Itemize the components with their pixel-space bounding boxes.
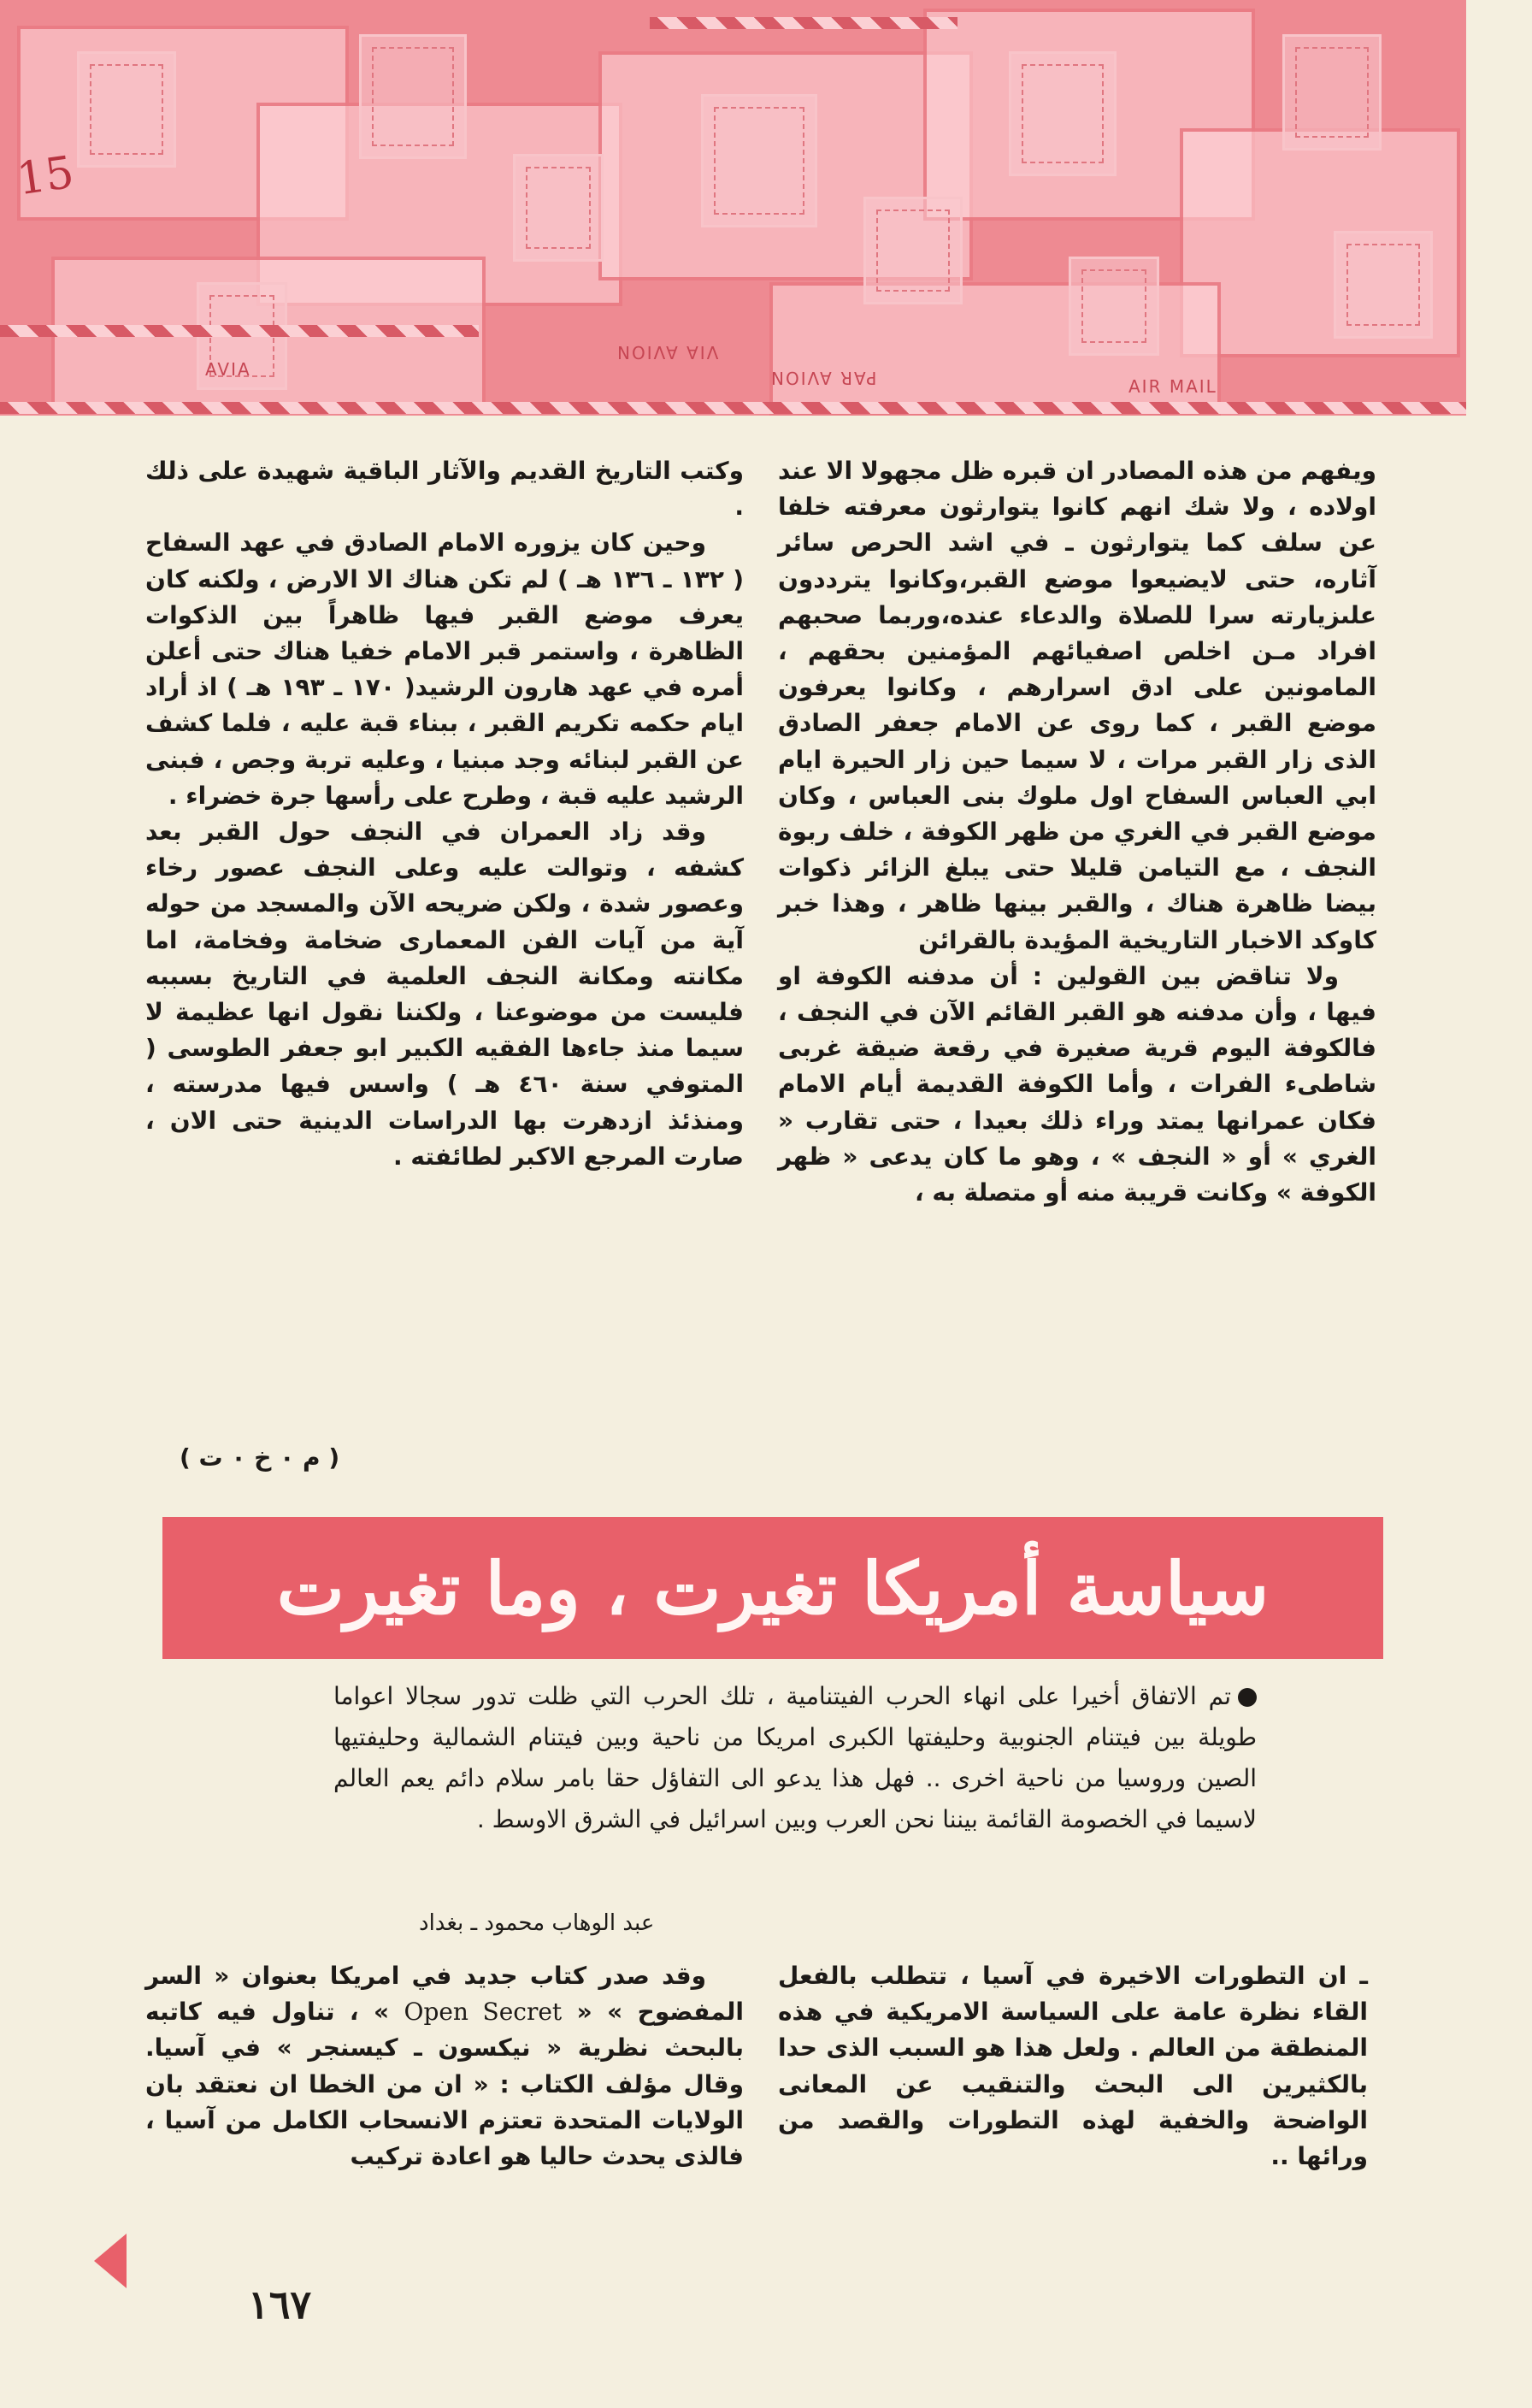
letter-author: عبد الوهاب محمود ـ بغداد — [419, 1910, 655, 1936]
paragraph: وكتب التاريخ القديم والآثار الباقية شهيدة على ذلك . — [145, 457, 744, 522]
text-run: وقد صدر كتاب جديد في امريكا بعنوان « السر المفضوح » « — [145, 1962, 744, 2027]
paragraph: وحين كان يزوره الامام الصادق في عهد السفاح ( ١٣٢ ـ ١٣٦ هـ ) لم تكن هناك الا الارض ، ولكنه كان يعرف موضع القبر فيها ظاهراً بين الذكوات الظاهرة ، واستمر قبر الامام خفيا هناك حتى أعلن أمره في عهد هارون الرشيد( ١٧٠ ـ ١٩٣ هـ ) اذ أراد ايام حكمه تكريم القبر ، ببناء قبة عليه ، فلما كشف عن القبر لبنائه وجد مبنيا ، وعليه تربة وجص ، فبنى الرشيد عليه قبة ، وطرح على رأسها جرة خضراء . — [145, 528, 744, 810]
text-run: » ، تناول فيه كاتبه بالبحث نظرية « نيكسون ـ كيسنجر » في آسيا. وقال مؤلف الكتاب : « ان من الخطا ان نعتقد بان الولايات المتحدة تعتزم الانسحاب الكامل من آسيا ، فالذى يحدث حاليا هو اعادة تركيب — [145, 1998, 744, 2171]
paragraph: ولا تناقض بين القولين : أن مدفنه الكوفة او فيها ، وأن مدفنه هو القبر القائم الآن في النجف ، فالكوفة اليوم قرية صغيرة في رقعة ضيقة غربى شاطىء الفرات ، وأما الكوفة القديمة أيام الامام فكان عمرانها يمتد وراء ذلك بعيدا ، حتى تقارب « الغري » أو « النجف » ، وهو ما كان يدعى « ظهر الكوفة » وكانت قريبة منه أو متصلة به ، — [778, 961, 1376, 1207]
paragraph: ـ ان التطورات الاخيرة في آسيا ، تتطلب بالفعل القاء نظرة عامة على السياسة الامريكية في هذه المنطقة من العالم . ولعل هذا هو السبب الذى حدا بالكثيرين الى البحث والتنقيب عن المعانى الواضحة والخفية لهذه التطورات والقصد من ورائها .. — [778, 1962, 1368, 2171]
postage-stamp — [863, 197, 963, 304]
section-title-banner — [162, 1517, 1383, 1659]
airmail-label: AIR MAIL — [1128, 376, 1217, 397]
paragraph: ويفهم من هذه المصادر ان قبره ظل مجهولا الا عند اولاده ، ولا شك انهم كانوا يتوارثون معرفته خلفا عن سلف كما يتوارثون ـ في اشد الحرص سائر آثاره، حتى لايضيعوا موضع القبر،وكانوا يترددون علىزيارته سرا للصلاة والدعاء عنده،وربما صحبهم افراد مـن اخلص اصفيائهم المؤمنين بحقهم ، المامونين على ادق اسرارهم ، وكانوا يعرفون موضع القبر ، كما روى عن الامام جعفر الصادق الذى زار القبر مرات ، لا سيما حين زار الحيرة ايام ابي العباس السفاح اول ملوك بنى العباس ، وكان موضع القبر في الغري من ظهر الكوفة ، خلف ربوة النجف ، مع التيامن قليلا حتى يبلغ الزائر ذكوات بيضا ظاهرة هناك ، والقبر بينها ظاهر ، وهذا خبر كاوكد الاخبار التاريخية المؤيدة بالقرائن — [778, 457, 1376, 954]
postage-stamp — [77, 51, 176, 168]
reader-question-text — [333, 1676, 1257, 1840]
postage-stamp — [513, 154, 604, 262]
airmail-stripe — [0, 402, 1466, 414]
postage-stamp — [701, 94, 817, 227]
article-signature: ( م ٠ خ ٠ ت ) — [180, 1443, 340, 1472]
english-book-title: Open Secret — [404, 1998, 563, 2027]
airmail-label: VIA AVION — [616, 342, 719, 363]
reader-question — [333, 1676, 1257, 1840]
article-column-right — [778, 453, 1376, 1211]
postage-stamp — [1069, 257, 1159, 356]
answer-column-right — [778, 1958, 1368, 2175]
question-body: تم الاتفاق أخيرا على انهاء الحرب الفيتنامية ، تلك الحرب التي ظلت تدور سجالا اعواما طويلة بين فيتنام الجنوبية وحليفتها الكبرى امريكا من ناحية وبين فيتنام الشمالية وحليفتيها الصين وروسيا من ناحية اخرى .. فهل هذا يدعو الى التفاؤل حقا بامر سلام دائم يعم العالم لاسيما في الخصومة القائمة بيننا نحن العرب وبين اسرائيل في الشرق الاوسط . — [333, 1682, 1257, 1833]
postage-stamp — [1009, 51, 1117, 176]
postage-stamp — [1334, 231, 1433, 339]
page-number: ١٦٧ — [248, 2281, 312, 2328]
airmail-label: AVIA — [205, 359, 251, 380]
stamp-number-text: 15 — [14, 146, 78, 206]
postage-stamp — [1282, 34, 1382, 150]
paragraph — [145, 1958, 744, 2175]
airmail-label: PAR AVION — [769, 368, 877, 388]
airmail-stripe — [0, 325, 479, 337]
paragraph: وقد زاد العمران في النجف حول القبر بعد كشفه ، وتوالت عليه وعلى النجف عصور رخاء وعصور شدة ، ولكن ضريحه الآن والمسجد من حوله آية من آيات الفن المعمارى ضخامة وفخامة، اما مكانته ومكانة النجف العلمية في التاريخ بسببه فليست من موضوعنا ، ولكننا نقول انها عظيمة لا سيما منذ جاءها الفقيه الكبير ابو جعفر الطوسى ( المتوفي سنة ٤٦٠ هـ ) واسس فيها مدرسته ، ومنذئذ ازدهرت بها الدراسات الدينية حتى الان ، صارت المرجع الاكبر لطائفته . — [145, 817, 744, 1171]
continue-arrow-icon — [94, 2234, 127, 2288]
airmail-stripe — [650, 17, 958, 29]
section-title: سياسة أمريكا تغيرت ، وما تغيرت — [276, 1545, 1270, 1631]
bullet-icon — [1238, 1688, 1257, 1707]
article-column-left — [145, 453, 744, 1175]
answer-column-left — [145, 1958, 744, 2175]
stamps-banner-image — [0, 0, 1466, 416]
postage-stamp — [359, 34, 467, 159]
